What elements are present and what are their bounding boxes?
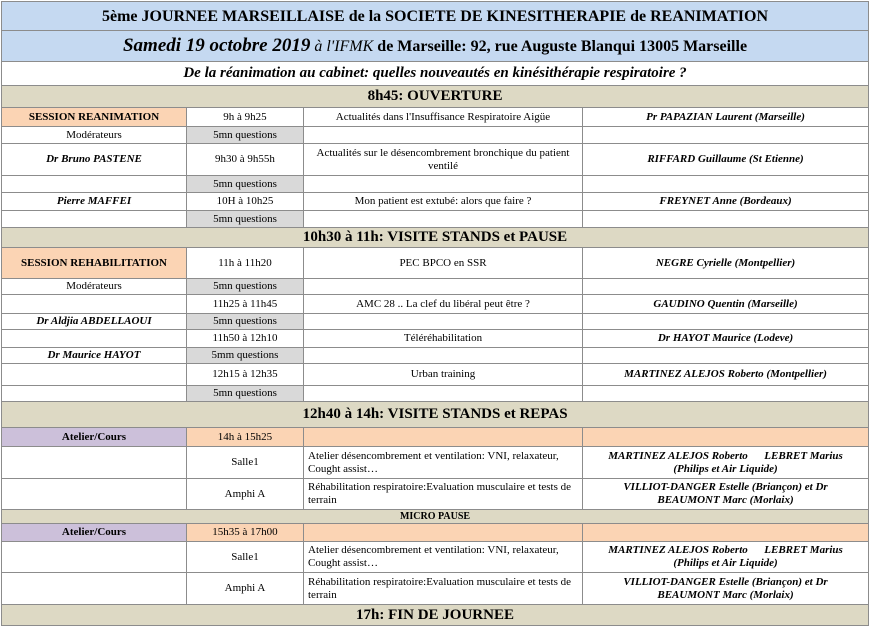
table-row [2, 248, 869, 279]
event-date-location [2, 31, 869, 62]
talk-title: Urban training [304, 364, 583, 386]
speaker-line: MARTINEZ ALEJOS Roberto LEBRET Marius [608, 544, 843, 556]
micro-pause-row [2, 510, 869, 524]
talk-time: 12h15 à 12h35 [187, 364, 304, 386]
moderator-name: Dr Maurice HAYOT [2, 348, 187, 364]
table-row [2, 127, 869, 144]
event-title: 5ème JOURNEE MARSEILLAISE de la SOCIETE DE KINESITHERAPIE de REANIMATION [2, 2, 869, 31]
table-row [2, 211, 869, 228]
questions-slot: 5mn questions [187, 279, 304, 295]
table-row [2, 542, 869, 573]
questions-slot: 5mn questions [187, 386, 304, 402]
atelier-speaker [583, 542, 869, 573]
talk-speaker: Dr HAYOT Maurice (Lodeve) [583, 330, 869, 348]
room-name: Amphi A [187, 573, 304, 605]
speaker-line: BEAUMONT Marc (Morlaix) [657, 588, 794, 601]
table-row [2, 524, 869, 542]
talk-time: 9h à 9h25 [187, 108, 304, 127]
moderators-label: Modérateurs [2, 279, 187, 295]
talk-speaker: FREYNET Anne (Bordeaux) [583, 193, 869, 211]
speaker-line: VILLIOT-DANGER Estelle (Briançon) et Dr [623, 481, 828, 493]
talk-title: Actualités dans l'Insuffisance Respiratoire Aigüe [304, 108, 583, 127]
questions-slot: 5mn questions [187, 176, 304, 193]
event-venue: à l'IFMK [310, 37, 378, 55]
table-row [2, 279, 869, 295]
table-row [2, 428, 869, 447]
atelier-title: Atelier désencombrement et ventilation: VNI, relaxateur, Cought assist… [304, 542, 583, 573]
atelier-title: Réhabilitation respiratoire:Evaluation musculaire et tests de terrain [304, 479, 583, 510]
speaker-line: BEAUMONT Marc (Morlaix) [657, 494, 794, 506]
end-band: 17h: FIN DE JOURNEE [2, 605, 869, 626]
table-row [2, 108, 869, 127]
talk-title: AMC 28 .. La clef du libéral peut être ? [304, 295, 583, 314]
atelier-label: Atelier/Cours [2, 428, 187, 447]
talk-time: 11h à 11h20 [187, 248, 304, 279]
talk-speaker: GAUDINO Quentin (Marseille) [583, 295, 869, 314]
talk-title: Mon patient est extubé: alors que faire ? [304, 193, 583, 211]
session-reanimation-label: SESSION REANIMATION [2, 108, 187, 127]
talk-time: 10H à 10h25 [187, 193, 304, 211]
talk-speaker: MARTINEZ ALEJOS Roberto (Montpellier) [583, 364, 869, 386]
event-subtitle: De la réanimation au cabinet: quelles nouveautés en kinésithérapie respiratoire ? [2, 62, 869, 86]
questions-slot: 5mn questions [187, 211, 304, 228]
header-row-1 [2, 2, 869, 31]
table-row [2, 447, 869, 479]
moderator-name: Dr Aldjia ABDELLAOUI [2, 314, 187, 330]
micro-pause-band: MICRO PAUSE [2, 510, 869, 524]
speaker-line: MARTINEZ ALEJOS Roberto LEBRET Marius [608, 449, 843, 462]
table-row [2, 479, 869, 510]
atelier-speaker [583, 479, 869, 510]
table-row [2, 348, 869, 364]
room-name: Salle1 [187, 542, 304, 573]
atelier-speaker [583, 573, 869, 605]
subtitle-row [2, 62, 869, 86]
atelier-time: 15h35 à 17h00 [187, 524, 304, 542]
pause-row [2, 228, 869, 248]
header-row-2 [2, 31, 869, 62]
atelier-title: Atelier désencombrement et ventilation: VNI, relaxateur, Cought assist… [304, 447, 583, 479]
atelier-time: 14h à 15h25 [187, 428, 304, 447]
speaker-line: VILLIOT-DANGER Estelle (Briançon) et Dr [623, 575, 828, 588]
end-row [2, 605, 869, 626]
room-name: Amphi A [187, 479, 304, 510]
table-row [2, 295, 869, 314]
table-row [2, 193, 869, 211]
talk-time: 11h25 à 11h45 [187, 295, 304, 314]
pause-band: 10h30 à 11h: VISITE STANDS et PAUSE [2, 228, 869, 248]
questions-slot: 5mn questions [187, 314, 304, 330]
talk-title: PEC BPCO en SSR [304, 248, 583, 279]
table-row [2, 314, 869, 330]
talk-time: 9h30 à 9h55h [187, 144, 304, 176]
speaker-line: (Philips et Air Liquide) [673, 462, 778, 475]
questions-slot: 5mn questions [187, 127, 304, 144]
opening-row [2, 86, 869, 108]
event-date: Samedi 19 octobre 2019 [122, 34, 311, 56]
talk-title: Actualités sur le désencombrement bronchique du patient ventilé [304, 144, 583, 176]
table-row [2, 144, 869, 176]
opening-band: 8h45: OUVERTURE [2, 86, 869, 108]
table-row [2, 573, 869, 605]
session-rehabilitation-label: SESSION REHABILITATION [2, 248, 187, 279]
event-address: de Marseille: 92, rue Auguste Blanqui 13005 Marseille [377, 37, 748, 55]
moderators-label: Modérateurs [2, 127, 187, 144]
table-row [2, 386, 869, 402]
program-table [1, 1, 869, 626]
speaker-line: (Philips et Air Liquide) [673, 557, 778, 569]
talk-speaker: Pr PAPAZIAN Laurent (Marseille) [583, 108, 869, 127]
atelier-title: Réhabilitation respiratoire:Evaluation musculaire et tests de terrain [304, 573, 583, 605]
lunch-row [2, 402, 869, 428]
table-row [2, 364, 869, 386]
table-row [2, 176, 869, 193]
lunch-band: 12h40 à 14h: VISITE STANDS et REPAS [2, 402, 869, 428]
room-name: Salle1 [187, 447, 304, 479]
atelier-label: Atelier/Cours [2, 524, 187, 542]
talk-title: Téléréhabilitation [304, 330, 583, 348]
moderator-name: Dr Bruno PASTENE [2, 144, 187, 176]
talk-speaker: NEGRE Cyrielle (Montpellier) [583, 248, 869, 279]
talk-time: 11h50 à 12h10 [187, 330, 304, 348]
moderator-name: Pierre MAFFEI [2, 193, 187, 211]
atelier-speaker [583, 447, 869, 479]
talk-speaker: RIFFARD Guillaume (St Etienne) [583, 144, 869, 176]
questions-slot: 5mm questions [187, 348, 304, 364]
table-row [2, 330, 869, 348]
